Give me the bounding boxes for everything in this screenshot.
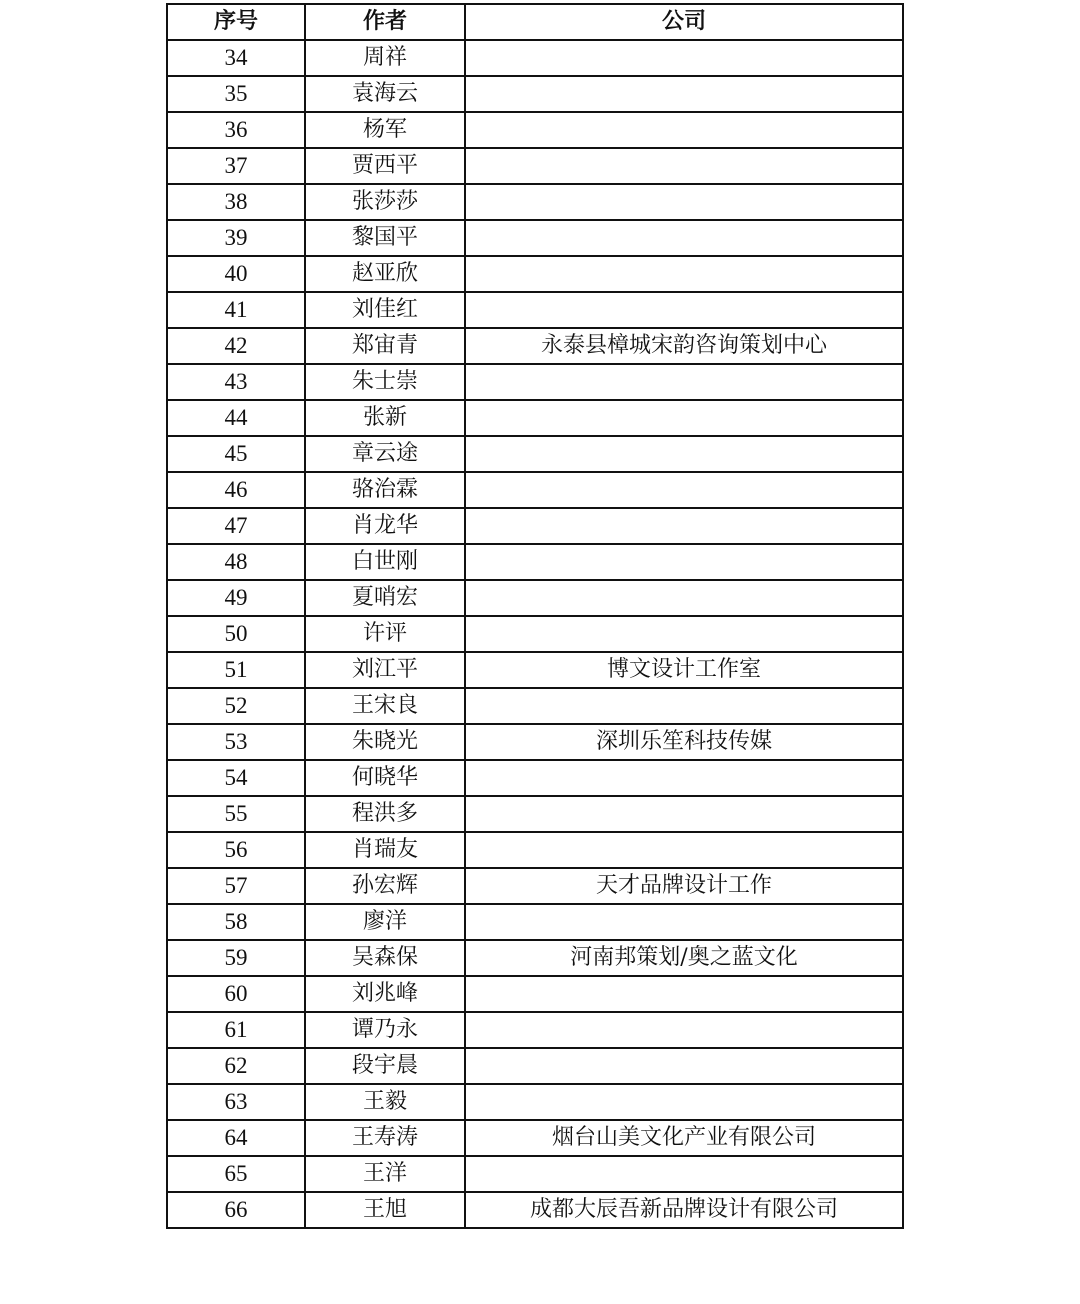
company-cell xyxy=(465,508,903,544)
table-row xyxy=(167,796,903,832)
author-cell: 朱晓光 xyxy=(305,724,465,760)
serial-number-cell: 50 xyxy=(167,616,305,652)
serial-number-cell: 40 xyxy=(167,256,305,292)
author-cell: 章云途 xyxy=(305,436,465,472)
table-row xyxy=(167,184,903,220)
table-row xyxy=(167,472,903,508)
author-cell: 赵亚欣 xyxy=(305,256,465,292)
author-cell: 肖瑞友 xyxy=(305,832,465,868)
author-cell: 贾西平 xyxy=(305,148,465,184)
company-cell: 永泰县樟城宋韵咨询策划中心 xyxy=(465,328,903,364)
serial-number-cell: 64 xyxy=(167,1120,305,1156)
serial-number-cell: 66 xyxy=(167,1192,305,1228)
company-cell xyxy=(465,1156,903,1192)
table-row xyxy=(167,292,903,328)
serial-number-cell: 35 xyxy=(167,76,305,112)
author-cell: 许评 xyxy=(305,616,465,652)
author-cell: 张莎莎 xyxy=(305,184,465,220)
company-cell xyxy=(465,364,903,400)
company-cell xyxy=(465,292,903,328)
table-row xyxy=(167,832,903,868)
serial-number-cell: 57 xyxy=(167,868,305,904)
table-row xyxy=(167,1048,903,1084)
table-row xyxy=(167,1120,903,1156)
company-cell xyxy=(465,184,903,220)
company-cell xyxy=(465,976,903,1012)
table-row xyxy=(167,328,903,364)
company-cell xyxy=(465,112,903,148)
author-cell: 廖洋 xyxy=(305,904,465,940)
company-cell xyxy=(465,256,903,292)
header-company: 公司 xyxy=(465,4,903,40)
author-cell: 程洪多 xyxy=(305,796,465,832)
table-row xyxy=(167,436,903,472)
header-row xyxy=(167,4,903,40)
serial-number-cell: 54 xyxy=(167,760,305,796)
author-cell: 何晓华 xyxy=(305,760,465,796)
table-row xyxy=(167,400,903,436)
author-cell: 杨军 xyxy=(305,112,465,148)
author-cell: 夏哨宏 xyxy=(305,580,465,616)
table-row xyxy=(167,580,903,616)
author-cell: 王宋良 xyxy=(305,688,465,724)
serial-number-cell: 41 xyxy=(167,292,305,328)
serial-number-cell: 47 xyxy=(167,508,305,544)
table-row xyxy=(167,544,903,580)
company-cell xyxy=(465,688,903,724)
company-cell xyxy=(465,904,903,940)
table-row xyxy=(167,976,903,1012)
serial-number-cell: 56 xyxy=(167,832,305,868)
table-row xyxy=(167,940,903,976)
table-row xyxy=(167,256,903,292)
serial-number-cell: 59 xyxy=(167,940,305,976)
company-cell xyxy=(465,1084,903,1120)
serial-number-cell: 46 xyxy=(167,472,305,508)
author-cell: 段宇晨 xyxy=(305,1048,465,1084)
company-cell: 河南邦策划/奥之蓝文化 xyxy=(465,940,903,976)
serial-number-cell: 45 xyxy=(167,436,305,472)
author-cell: 袁海云 xyxy=(305,76,465,112)
table-row xyxy=(167,148,903,184)
author-cell: 刘佳红 xyxy=(305,292,465,328)
table-row xyxy=(167,904,903,940)
company-cell xyxy=(465,760,903,796)
company-cell xyxy=(465,76,903,112)
serial-number-cell: 43 xyxy=(167,364,305,400)
serial-number-cell: 44 xyxy=(167,400,305,436)
serial-number-cell: 55 xyxy=(167,796,305,832)
company-cell: 天才品牌设计工作 xyxy=(465,868,903,904)
table-row xyxy=(167,1156,903,1192)
table-row xyxy=(167,508,903,544)
serial-number-cell: 39 xyxy=(167,220,305,256)
company-cell xyxy=(465,436,903,472)
author-cell: 黎国平 xyxy=(305,220,465,256)
company-cell: 成都大辰吾新品牌设计有限公司 xyxy=(465,1192,903,1228)
company-cell xyxy=(465,832,903,868)
serial-number-cell: 65 xyxy=(167,1156,305,1192)
table-row xyxy=(167,868,903,904)
author-cell: 王洋 xyxy=(305,1156,465,1192)
serial-number-cell: 52 xyxy=(167,688,305,724)
author-cell: 谭乃永 xyxy=(305,1012,465,1048)
serial-number-cell: 37 xyxy=(167,148,305,184)
serial-number-cell: 53 xyxy=(167,724,305,760)
serial-number-cell: 62 xyxy=(167,1048,305,1084)
header-author: 作者 xyxy=(305,4,465,40)
company-cell xyxy=(465,400,903,436)
header-serial-number: 序号 xyxy=(167,4,305,40)
table-row xyxy=(167,688,903,724)
company-cell: 深圳乐笙科技传媒 xyxy=(465,724,903,760)
author-cell: 王寿涛 xyxy=(305,1120,465,1156)
table-row xyxy=(167,112,903,148)
company-cell xyxy=(465,220,903,256)
company-cell xyxy=(465,40,903,76)
serial-number-cell: 38 xyxy=(167,184,305,220)
table-row xyxy=(167,364,903,400)
author-cell: 白世刚 xyxy=(305,544,465,580)
author-cell: 郑宙青 xyxy=(305,328,465,364)
author-cell: 骆治霖 xyxy=(305,472,465,508)
author-cell: 吴森保 xyxy=(305,940,465,976)
serial-number-cell: 61 xyxy=(167,1012,305,1048)
serial-number-cell: 42 xyxy=(167,328,305,364)
table-row xyxy=(167,760,903,796)
serial-number-cell: 60 xyxy=(167,976,305,1012)
author-cell: 王旭 xyxy=(305,1192,465,1228)
table-row xyxy=(167,76,903,112)
company-cell: 博文设计工作室 xyxy=(465,652,903,688)
serial-number-cell: 34 xyxy=(167,40,305,76)
author-cell: 肖龙华 xyxy=(305,508,465,544)
author-cell: 周祥 xyxy=(305,40,465,76)
company-cell xyxy=(465,796,903,832)
author-cell: 张新 xyxy=(305,400,465,436)
serial-number-cell: 49 xyxy=(167,580,305,616)
table-row xyxy=(167,1084,903,1120)
author-cell: 刘江平 xyxy=(305,652,465,688)
company-cell xyxy=(465,544,903,580)
author-cell: 王毅 xyxy=(305,1084,465,1120)
author-company-table xyxy=(166,3,904,1229)
author-cell: 朱士崇 xyxy=(305,364,465,400)
serial-number-cell: 51 xyxy=(167,652,305,688)
table-row xyxy=(167,40,903,76)
company-cell xyxy=(465,472,903,508)
company-cell xyxy=(465,616,903,652)
table-row xyxy=(167,616,903,652)
table-row xyxy=(167,652,903,688)
company-cell xyxy=(465,1012,903,1048)
serial-number-cell: 63 xyxy=(167,1084,305,1120)
company-cell xyxy=(465,148,903,184)
table-row xyxy=(167,220,903,256)
company-cell xyxy=(465,580,903,616)
serial-number-cell: 36 xyxy=(167,112,305,148)
table-row xyxy=(167,724,903,760)
author-cell: 刘兆峰 xyxy=(305,976,465,1012)
serial-number-cell: 58 xyxy=(167,904,305,940)
table-row xyxy=(167,1192,903,1228)
author-cell: 孙宏辉 xyxy=(305,868,465,904)
serial-number-cell: 48 xyxy=(167,544,305,580)
table-header xyxy=(167,4,903,40)
company-cell: 烟台山美文化产业有限公司 xyxy=(465,1120,903,1156)
table-body xyxy=(167,40,903,1228)
table-row xyxy=(167,1012,903,1048)
company-cell xyxy=(465,1048,903,1084)
